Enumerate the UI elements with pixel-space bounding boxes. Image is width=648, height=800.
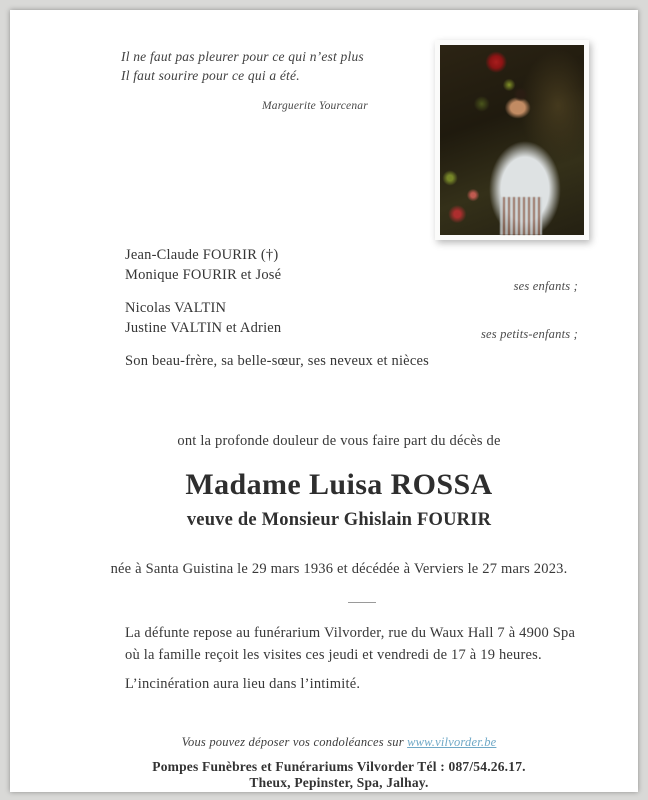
- condolences-line: [40, 735, 638, 750]
- children-label: ses enfants ;: [513, 279, 578, 293]
- life-dates: née à Santa Guistina le 29 mars 1936 et décédée à Verviers le 27 mars 2023.: [110, 561, 568, 577]
- family-member: Monique FOURIR et José: [125, 266, 282, 283]
- mourning-card-page: [10, 10, 638, 792]
- section-divider: [348, 602, 376, 603]
- funeral-home-locations: Theux, Pepinster, Spa, Jalhay.: [249, 775, 429, 790]
- family-member: Nicolas VALTIN: [125, 300, 227, 316]
- repose-details: [125, 622, 575, 666]
- deceased-name: Madame Luisa ROSSA: [185, 468, 493, 501]
- portrait-photo: [435, 40, 589, 240]
- family-member: Justine VALTIN et Adrien: [125, 319, 282, 336]
- repose-line-1: La défunte repose au funérarium Vilvorder, rue du Waux Hall 7 à 4900 Spa: [125, 625, 576, 641]
- children-group: [125, 246, 429, 285]
- grandchildren-group: [125, 299, 429, 338]
- memorial-quote: [121, 48, 364, 85]
- ceremony-line: L’incinération aura lieu dans l’intimité.: [125, 676, 361, 692]
- quote-line-2: Il faut sourire pour ce qui a été.: [121, 67, 300, 83]
- condolences-link[interactable]: www.vilvorder.be: [407, 735, 497, 749]
- deceased-relation: veuve de Monsieur Ghislain FOURIR: [186, 510, 492, 530]
- quote-line-1: Il ne faut pas pleurer pour ce qui n’est plus: [121, 49, 364, 64]
- condolences-text: Vous pouvez déposer vos condoléances sur: [181, 735, 408, 749]
- family-names-list: [125, 246, 429, 372]
- family-member: Jean-Claude FOURIR (†): [125, 247, 279, 263]
- grandchildren-label: ses petits-enfants ;: [480, 327, 578, 341]
- funeral-home-line: Pompes Funèbres et Funérariums Vilvorder Tél : 087/54.26.17.: [152, 759, 526, 774]
- repose-line-2: où la famille reçoit les visites ces jeudi et vendredi de 17 à 19 heures.: [125, 647, 542, 663]
- relatives-line: Son beau-frère, sa belle-sœur, ses neveux et nièces: [125, 353, 429, 369]
- quote-attribution: Marguerite Yourcenar: [262, 100, 368, 112]
- announcement-intro: ont la profonde douleur de vous faire part du décès de: [177, 433, 501, 449]
